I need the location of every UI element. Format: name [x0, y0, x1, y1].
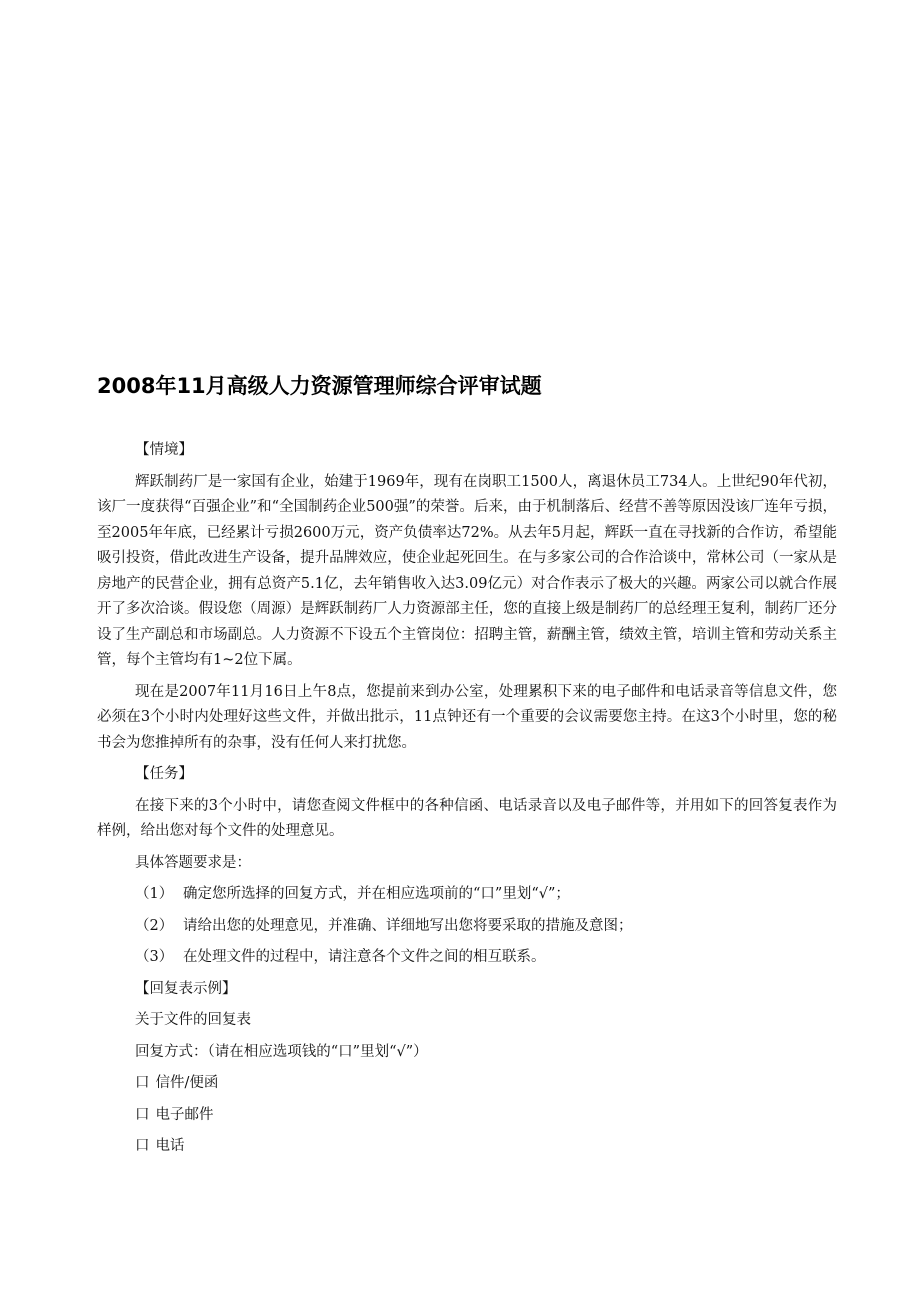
- reply-option-label: 电子邮件: [155, 1106, 214, 1123]
- example-heading: 【回复表示例】: [135, 980, 237, 997]
- situation-heading: 【情境】: [135, 442, 193, 458]
- situation-paragraph-2: 现在是2007年11月16日上午8点，您提前来到办公室，处理累积下来的电子邮件和电话录音等信息文件，您必须在3个小时内处理好这些文件，并做出批示，11点钟还有一个重要的会议需要您主持。在这3个小时里，您的秘书会为您推掉所有的杂事，没有任何人来打扰您。: [97, 683, 837, 751]
- reply-form-title: 关于文件的回复表: [135, 1012, 251, 1028]
- requirements-intro: 具体答题要求是：: [135, 854, 251, 871]
- reply-option-email: [97, 1103, 837, 1129]
- requirement-number: （2）: [135, 917, 174, 934]
- reply-option-label: 电话: [155, 1138, 185, 1154]
- reply-option-label: 信件/便函: [155, 1075, 219, 1091]
- requirement-text: 确定您所选择的回复方式，并在相应选项前的“口”里划“√”；: [183, 886, 570, 902]
- reply-option-phone: [97, 1134, 837, 1160]
- reply-option-letter: [97, 1071, 837, 1097]
- requirement-item-1: [97, 882, 837, 908]
- requirement-number: （1）: [135, 886, 174, 902]
- requirement-item-2: [97, 914, 837, 940]
- requirement-item-3: [97, 945, 837, 971]
- requirement-text: 请给出您的处理意见，并准确、详细地写出您将要采取的措施及意图；: [183, 917, 633, 934]
- task-heading: 【任务】: [135, 766, 193, 782]
- checkbox-square-icon: 口: [135, 1138, 150, 1154]
- requirement-text: 在处理文件的过程中，请注意各个文件之间的相互联系。: [183, 949, 546, 965]
- requirement-number: （3）: [135, 949, 174, 965]
- reply-method-instruction: 回复方式：（请在相应选项钱的“口”里划“√”）: [135, 1043, 428, 1060]
- situation-paragraph-1: 辉跃制药厂是一家国有企业，始建于1969年，现有在岗职工1500人，离退休员工734人。上世纪90年代初，该厂一度获得“百强企业”和“全国制药企业500强”的荣誉。后来，由于机制落后、经营不善等原因没该厂连年亏损，至2005年年底，已经累计亏损2600万元，资产负债率达72%。从去年5月起，辉跃一直在寻找新的合作访，希望能吸引投资，借此改进生产设备，提升品牌效应，使企业起死回生。在与多家公司的合作洽谈中，常林公司（一家从是房地产的民营企业，拥有总资产5.1亿，去年销售收入达3.09亿元）对合作表示了极大的兴趣。两家公司以就合作展开了多次洽谈。假设您（周源）是辉跃制药厂人力资源部主任，您的直接上级是制药厂的总经理王复利，制药厂还分设了生产副总和市场副总。人力资源不下设五个主管岗位：招聘主管，薪酬主管，绩效主管，培训主管和劳动关系主管，每个主管均有1~2位下属。: [97, 473, 837, 668]
- checkbox-square-icon: 口: [135, 1075, 150, 1091]
- document-title: 2008年11月高级人力资源管理师综合评审试题: [97, 374, 542, 398]
- document-body: [97, 438, 837, 1166]
- task-paragraph: 在接下来的3个小时中，请您查阅文件框中的各种信函、电话录音以及电子邮件等，并用如下的回答复表作为样例，给出您对每个文件的处理意见。: [97, 797, 837, 839]
- checkbox-square-icon: 口: [135, 1106, 150, 1123]
